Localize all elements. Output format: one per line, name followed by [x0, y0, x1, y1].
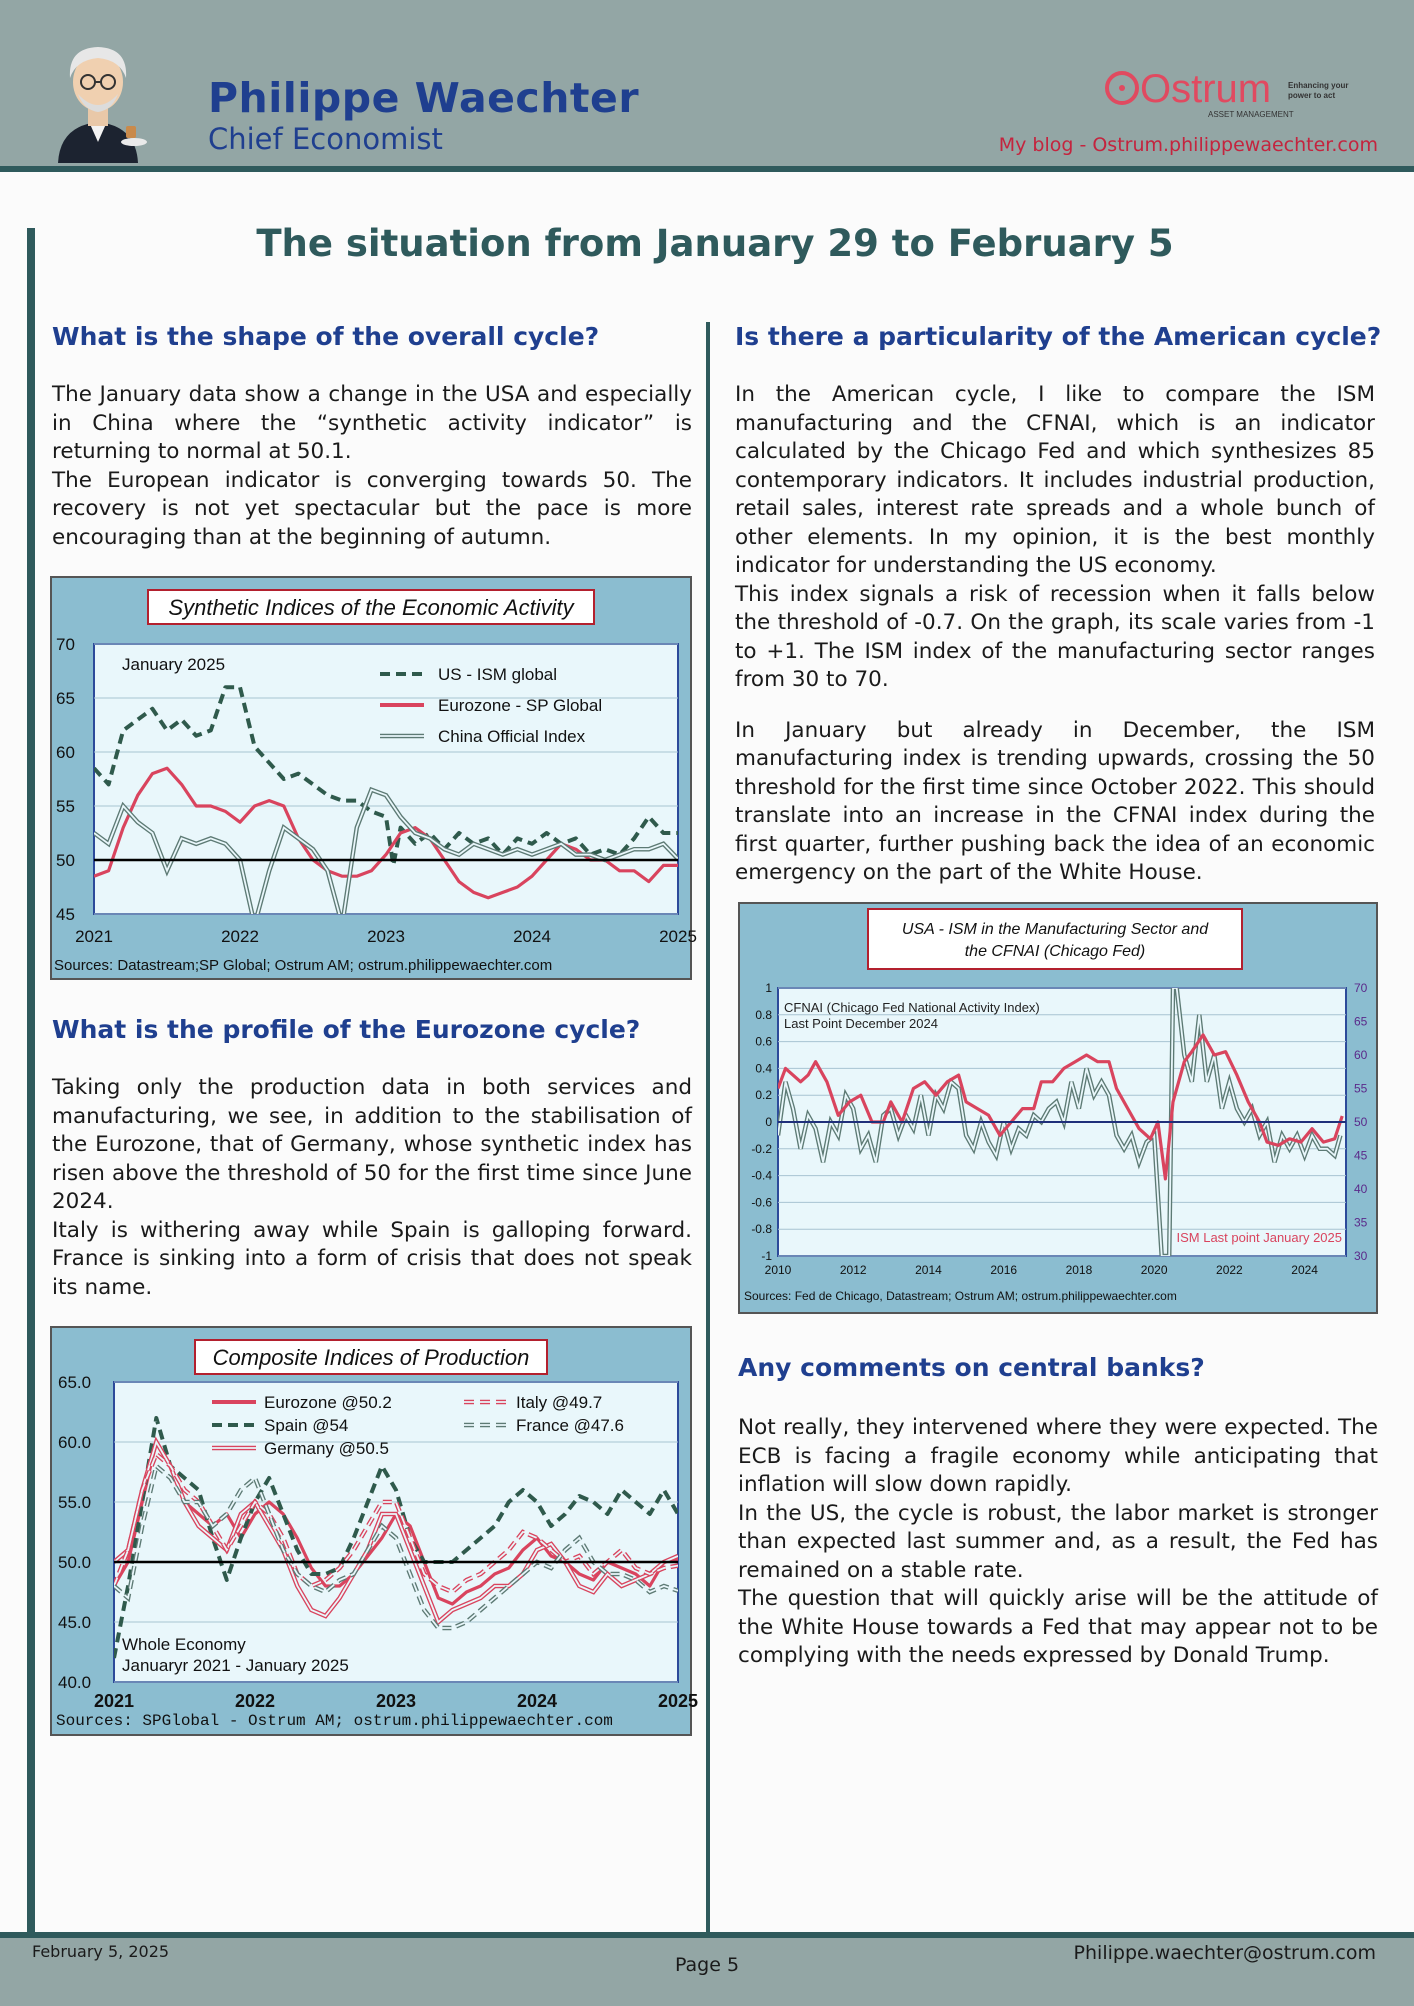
- paragraph-text: In the American cycle, I like to compare the ISM manufacturing and the CFNAI, which is an indicator calculated by the Chicago Fed and which synthesizes 85 contemporary indicators. It includes industrial production, retail sales, interest rate spreads and a whole bunch of other elements. In my opinion, it is the best monthly indicator for understanding the US economy.: [735, 382, 1375, 578]
- legend-label: Spain @54: [264, 1416, 349, 1435]
- footer-page-number: Page 5: [674, 1954, 740, 1976]
- y-left-tick-label: -0.4: [751, 1168, 772, 1183]
- y-left-tick-label: 0.2: [755, 1088, 772, 1103]
- blog-link[interactable]: My blog - Ostrum.philippewaechter.com: [998, 134, 1378, 156]
- logo-tagline-2: power to act: [1288, 91, 1336, 100]
- legend-label: France @47.6: [516, 1416, 624, 1435]
- composite-chart-svg: [52, 1328, 699, 1734]
- chart-composite-indices: [50, 1326, 699, 1736]
- paragraph-eurozone-cycle: [52, 1074, 692, 1302]
- heading-american-cycle: Is there a particularity of the American cycle?: [735, 322, 1382, 351]
- y-right-tick-label: 70: [1354, 981, 1368, 995]
- y-right-tick-label: 40: [1354, 1182, 1368, 1196]
- ostrum-logo: [1100, 64, 1360, 124]
- x-tick-label: 2010: [764, 1263, 792, 1277]
- legend-label: US - ISM global: [438, 665, 558, 684]
- paragraph-american-cycle: [735, 381, 1375, 888]
- chart-source: Sources: Datastream;SP Global; Ostrum AM; ostrum.philippewaechter.com: [54, 957, 553, 974]
- y-left-tick-label: 1: [765, 981, 772, 995]
- x-tick-label: 2021: [93, 1691, 135, 1711]
- author-name: Philippe Waechter: [208, 74, 640, 122]
- paragraph-text: The European indicator is converging towards 50. The recovery is not yet spectacular but the pace is more encouraging than at the beginning of autumn.: [52, 467, 692, 550]
- x-tick-label: 2024: [516, 1691, 558, 1711]
- y-left-tick-label: -1: [761, 1249, 772, 1263]
- column-divider: [706, 322, 710, 1934]
- chart-title: Composite Indices of Production: [212, 1345, 530, 1370]
- x-tick-label: 2012: [839, 1263, 867, 1277]
- paragraph-text: The question that will quickly arise will be the attitude of the White House towards a Fed that may appear not to be complying with the needs expressed by Donald Trump.: [738, 1586, 1378, 1668]
- heading-overall-cycle: What is the shape of the overall cycle?: [52, 322, 600, 351]
- chart-note: Januaryr 2021 - January 2025: [122, 1656, 349, 1675]
- legend-label: China Official Index: [438, 727, 586, 746]
- paragraph-text: The January data show a change in the USA and especially in China where the “synthetic activity indicator” is returning to normal at 50.1.: [52, 382, 692, 464]
- chart-note: Last Point December 2024: [784, 1016, 938, 1031]
- paragraph-text: In the US, the cycle is robust, the labor market is stronger than expected last summer and, as a result, the Fed has remained on a stable rate.: [738, 1500, 1378, 1583]
- y-right-tick-label: 30: [1354, 1249, 1368, 1263]
- y-left-tick-label: 0.4: [755, 1061, 772, 1076]
- y-tick-label: 40.0: [58, 1673, 92, 1692]
- paragraph-text: In January but already in December, the ISM manufacturing index is trending upwards, crossing the 50 threshold for the first time since October 2022. This should translate into an increase in the CFNAI index during the first quarter, further pushing back the idea of an economic emergency on the part of the White House.: [735, 717, 1375, 885]
- y-right-tick-label: 60: [1354, 1048, 1368, 1062]
- chart-note: Whole Economy: [122, 1635, 246, 1654]
- legend-label: Eurozone @50.2: [264, 1393, 392, 1412]
- y-tick-label: 55: [56, 797, 75, 816]
- y-left-tick-label: -0.8: [751, 1222, 772, 1237]
- legend-label: Italy @49.7: [516, 1393, 603, 1412]
- plot-area: [94, 644, 678, 914]
- y-left-tick-label: 0.8: [755, 1007, 772, 1022]
- chart-source: Sources: SPGlobal - Ostrum AM; ostrum.philippewaechter.com: [56, 1712, 613, 1730]
- x-tick-label: 2016: [990, 1263, 1018, 1277]
- x-tick-label: 2018: [1065, 1263, 1093, 1277]
- x-tick-label: 2022: [1216, 1263, 1243, 1277]
- y-tick-label: 70: [56, 635, 75, 654]
- x-tick-label: 2022: [221, 927, 259, 946]
- x-tick-label: 2020: [1140, 1263, 1168, 1277]
- left-accent-bar: [27, 228, 35, 1936]
- chart-title: the CFNAI (Chicago Fed): [964, 943, 1146, 960]
- x-tick-label: 2025: [657, 1691, 699, 1711]
- paragraph-text: Not really, they intervened where they were expected. The ECB is facing a fragile economy while anticipating that inflation will slow down rapidly.: [738, 1415, 1378, 1497]
- chart-synthetic-indices: [50, 576, 697, 980]
- y-tick-label: 60: [56, 743, 75, 762]
- chart-title: USA - ISM in the Manufacturing Sector and: [901, 921, 1209, 938]
- y-tick-label: 65.0: [58, 1373, 92, 1392]
- paragraph-text: Taking only the production data in both services and manufacturing, we see, in addition to the stabilisation of the Eurozone, that of Germany, whose synthetic index has risen above the threshold of 50 for the first time since June 2024.: [52, 1075, 692, 1214]
- y-right-tick-label: 35: [1354, 1215, 1368, 1230]
- x-tick-label: 2024: [513, 927, 551, 946]
- y-right-tick-label: 50: [1354, 1115, 1368, 1129]
- usa-chart-svg: [740, 904, 1376, 1312]
- chart-note: January 2025: [122, 655, 226, 674]
- y-tick-label: 60.0: [58, 1433, 92, 1452]
- paragraph-text: Italy is withering away while Spain is galloping forward. France is sinking into a form of crisis that does not speak its name.: [52, 1217, 692, 1300]
- economist-caricature: [48, 38, 148, 163]
- legend-label: Germany @50.5: [264, 1439, 389, 1458]
- page-header: [0, 0, 1414, 172]
- paragraph-overall-cycle: [52, 381, 692, 552]
- logo-text: Ostrum: [1140, 67, 1272, 111]
- y-tick-label: 50: [56, 851, 75, 870]
- x-tick-label: 2021: [75, 927, 113, 946]
- y-right-tick-label: 55: [1354, 1081, 1368, 1096]
- x-tick-label: 2023: [367, 927, 405, 946]
- footer-date: February 5, 2025: [32, 1942, 170, 1961]
- chart-source: Sources: Fed de Chicago, Datastream; Ostrum AM; ostrum.philippewaechter.com: [744, 1289, 1177, 1303]
- chart-title: Synthetic Indices of the Economic Activity: [168, 595, 574, 620]
- heading-central-banks: Any comments on central banks?: [738, 1353, 1205, 1382]
- y-tick-label: 55.0: [58, 1493, 92, 1512]
- y-left-tick-label: -0.6: [751, 1195, 772, 1210]
- x-tick-label: 2024: [1291, 1263, 1318, 1277]
- x-tick-label: 2025: [659, 927, 697, 946]
- logo-sub: ASSET MANAGEMENT: [1208, 110, 1294, 119]
- chart-usa-ism-cfnai: [738, 902, 1378, 1314]
- chart-title-box: [868, 909, 1242, 969]
- y-tick-label: 65: [56, 689, 75, 708]
- y-left-tick-label: -0.2: [751, 1141, 772, 1156]
- y-right-tick-label: 65: [1354, 1014, 1368, 1029]
- x-tick-label: 2022: [234, 1691, 276, 1711]
- y-left-tick-label: 0.6: [755, 1034, 772, 1049]
- synthetic-chart-svg: [52, 578, 697, 978]
- legend-label: Eurozone - SP Global: [438, 696, 603, 715]
- paragraph-text: This index signals a risk of recession when it falls below the threshold of -0.7. On the graph, its scale varies from -1 to +1. The ISM index of the manufacturing sector ranges from 30 to 70.: [735, 581, 1375, 692]
- author-title: Chief Economist: [208, 122, 443, 156]
- y-tick-label: 45.0: [58, 1613, 92, 1632]
- x-tick-label: 2023: [375, 1691, 417, 1711]
- y-right-tick-label: 45: [1354, 1148, 1368, 1163]
- logo-tagline-1: Enhancing your: [1288, 81, 1349, 90]
- footer-email[interactable]: Philippe.waechter@ostrum.com: [1073, 1942, 1376, 1964]
- ism-note: ISM Last point January 2025: [1176, 1230, 1342, 1245]
- x-tick-label: 2014: [915, 1263, 942, 1277]
- paragraph-central-banks: [738, 1414, 1378, 1671]
- page-title: The situation from January 29 to February 5: [256, 222, 1174, 265]
- y-tick-label: 45: [56, 905, 75, 924]
- heading-eurozone-cycle: What is the profile of the Eurozone cycle?: [52, 1015, 641, 1044]
- y-tick-label: 50.0: [58, 1553, 92, 1572]
- chart-note: CFNAI (Chicago Fed National Activity Index): [784, 1000, 1040, 1015]
- y-left-tick-label: 0: [765, 1115, 772, 1129]
